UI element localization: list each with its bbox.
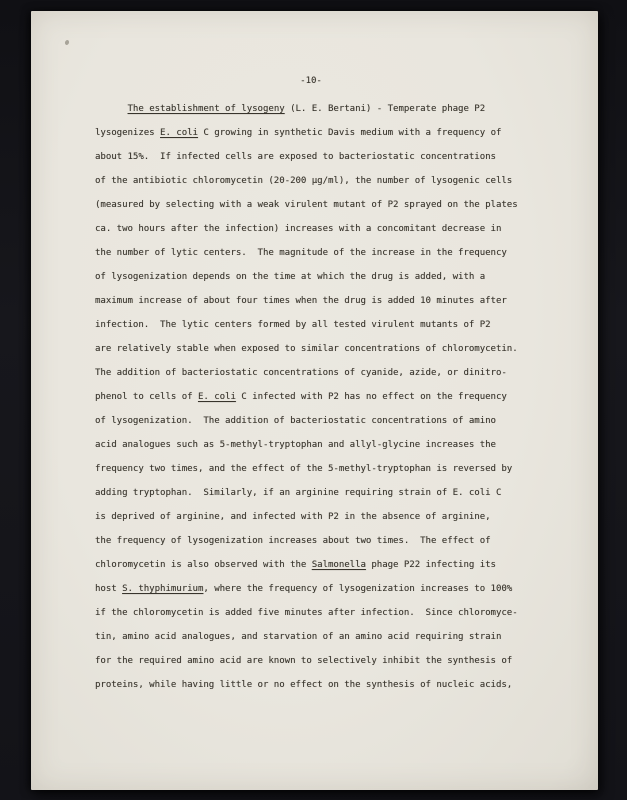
text-segment: The addition of bacteriostatic concentrations of cyanide, azide, or dinitro- — [95, 368, 507, 378]
document-line — [95, 553, 575, 577]
document-line — [95, 265, 575, 289]
text-segment: the number of lytic centers. The magnitude of the increase in the frequency — [95, 248, 507, 258]
text-segment: proteins, while having little or no effect on the synthesis of nucleic acids, — [95, 680, 513, 690]
document-line — [95, 241, 575, 265]
text-segment: phage P22 infecting its — [365, 560, 496, 570]
text-segment: host — [95, 584, 123, 594]
document-line — [95, 145, 575, 169]
underlined-text: The establishment of lysogeny — [127, 104, 285, 114]
document-line — [95, 121, 575, 145]
document-line — [95, 673, 575, 697]
text-segment: if the chloromycetin is added five minutes after infection. Since chloromyce- — [95, 608, 518, 618]
document-line — [95, 97, 575, 121]
document-line — [95, 505, 575, 529]
text-segment: (L. E. Bertani) - Temperate phage P2 — [284, 104, 486, 114]
document-page — [31, 11, 598, 790]
text-segment — [95, 104, 128, 114]
text-segment: is deprived of arginine, and infected with P2 in the absence of arginine, — [95, 512, 491, 522]
document-line — [95, 217, 575, 241]
text-segment: , where the frequency of lysogenization increases to 100% — [203, 584, 513, 594]
text-segment: adding tryptophan. Similarly, if an arginine requiring strain of E. coli C — [95, 488, 502, 498]
underlined-text: E. coli — [197, 392, 236, 402]
text-segment: ca. two hours after the infection) increases with a concomitant decrease in — [95, 224, 502, 234]
text-segment: acid analogues such as 5-methyl-tryptophan and allyl-glycine increases the — [95, 440, 496, 450]
underlined-text: S. thyphimurium — [122, 584, 204, 594]
document-line — [95, 169, 575, 193]
scan-speck — [64, 39, 69, 45]
document-line — [95, 457, 575, 481]
text-segment: frequency two times, and the effect of the 5-methyl-tryptophan is reversed by — [95, 464, 513, 474]
document-line — [95, 193, 575, 217]
text-segment: phenol to cells of — [95, 392, 198, 402]
text-segment: of lysogenization. The addition of bacteriostatic concentrations of amino — [95, 416, 496, 426]
text-segment: C growing in synthetic Davis medium with a frequency of — [197, 128, 502, 138]
text-segment: tin, amino acid analogues, and starvation of an amino acid requiring strain — [95, 632, 502, 642]
document-text — [95, 69, 575, 697]
text-segment: for the required amino acid are known to selectively inhibit the synthesis of — [95, 656, 513, 666]
document-line — [95, 529, 575, 553]
document-line — [95, 313, 575, 337]
page-number: -10- — [300, 76, 322, 86]
text-segment: maximum increase of about four times when the drug is added 10 minutes after — [95, 296, 507, 306]
text-segment: infection. The lytic centers formed by all tested virulent mutants of P2 — [95, 320, 491, 330]
text-segment: C infected with P2 has no effect on the frequency — [235, 392, 507, 402]
document-line — [95, 289, 575, 313]
text-segment: are relatively stable when exposed to similar concentrations of chloromycetin. — [95, 344, 518, 354]
document-lines — [95, 97, 575, 697]
document-line — [95, 361, 575, 385]
text-segment: (measured by selecting with a weak virulent mutant of P2 sprayed on the plates — [95, 200, 518, 210]
text-segment: chloromycetin is also observed with the — [95, 560, 312, 570]
text-segment: of lysogenization depends on the time at which the drug is added, with a — [95, 272, 486, 282]
document-line — [95, 385, 575, 409]
document-line — [95, 337, 575, 361]
text-segment: lysogenizes — [95, 128, 161, 138]
underlined-text: E. coli — [160, 128, 198, 138]
document-line — [95, 601, 575, 625]
document-line — [95, 625, 575, 649]
document-line — [95, 433, 575, 457]
document-line — [95, 481, 575, 505]
text-segment: about 15%. If infected cells are exposed to bacteriostatic concentrations — [95, 152, 496, 162]
document-line — [95, 409, 575, 433]
text-segment: of the antibiotic chloromycetin (20-200 μg/ml), the number of lysogenic cells — [95, 176, 513, 186]
text-segment: the frequency of lysogenization increases about two times. The effect of — [95, 536, 491, 546]
document-line — [95, 577, 575, 601]
document-line — [95, 649, 575, 673]
underlined-text: Salmonella — [311, 560, 366, 570]
